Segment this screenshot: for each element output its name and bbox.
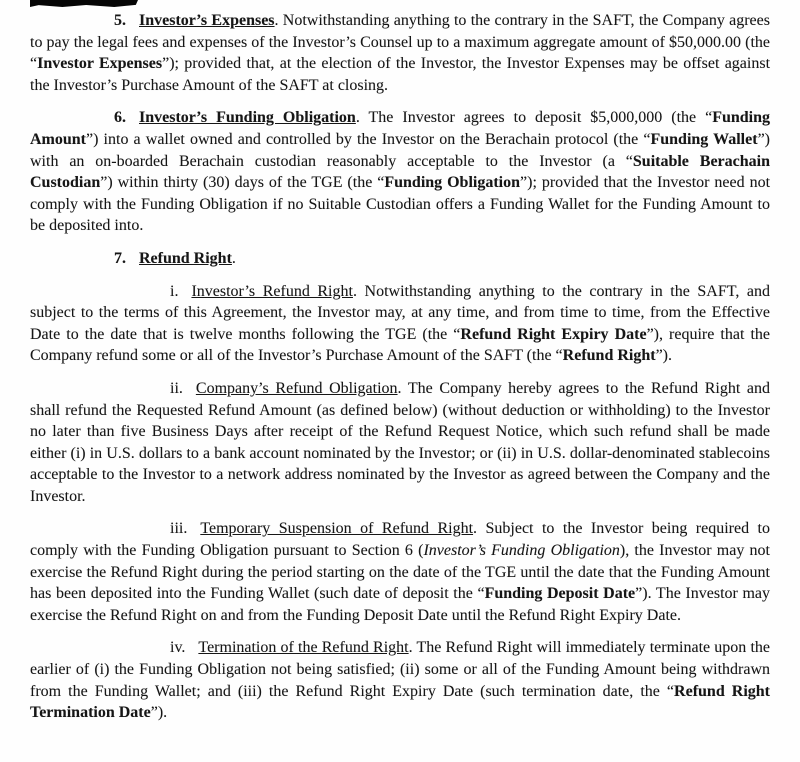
text-run: Suitable Berachain Custodian	[30, 152, 770, 192]
text-run: 6.	[114, 109, 126, 127]
text-run: . Notwithstanding anything to the contrary in the SAFT, the Company agrees to pay the legal fees and expenses of the Investor’s Counsel up to a maximum aggregate amount of $50,000.00 (the “	[30, 12, 770, 73]
text-run: 7.	[114, 249, 126, 267]
text-run: Termination of the Refund Right	[198, 639, 409, 657]
text-run: ”).	[655, 347, 672, 365]
document-body	[30, 10, 770, 724]
text-run: Investor’s Expenses	[139, 12, 275, 29]
text-run: Refund Right	[139, 249, 232, 267]
text-run: ii.	[170, 379, 183, 397]
text-run: ”).	[150, 704, 168, 722]
text-run: ”); provided that, at the election of the Investor, the Investor Expenses may be offset against the Investor’s Purchase Amount of the SAFT at closing.	[30, 55, 771, 94]
text-run: Investor’s Funding Obligation	[423, 542, 620, 560]
text-run: ”) into a wallet owned and controlled by the Investor on the Berachain protocol (the “	[86, 130, 651, 148]
text-run: i.	[170, 282, 179, 300]
text-run: 5.	[114, 12, 126, 29]
text-run: Refund Right Expiry Date	[460, 325, 647, 343]
text-run: Refund Right Termination Date	[30, 682, 771, 722]
section-5-investors-expenses	[30, 10, 770, 96]
section-7-i-investors-refund-right	[30, 281, 770, 367]
text-run: Investor’s Refund Right	[191, 282, 353, 300]
text-run: ), the Investor may not exercise the Refund Right during the period starting on the date of the TGE until the date that the Funding Amount has been deposited into the Funding Wallet (such date of deposit the “	[30, 542, 770, 603]
section-7-ii-companys-refund-obligation	[30, 378, 770, 508]
text-run: . The Company hereby agrees to the Refund Right and shall refund the Requested Refund Amount (as defined below) (without deduction or withholding) to the Investor no later than five Business Days after receipt of the Refund Request Notice, which such refund shall be made either (i) in U.S. dollars to a bank account nominated by the Investor; or (ii) in U.S. dollar-denominated stablecoins acceptable to the Investor to a network address nominated by the Investor as agreed between the Company and the Investor.	[30, 379, 770, 505]
section-6-investors-funding-obligation	[30, 107, 770, 237]
text-run: ”) with an on-boarded Berachain custodian reasonably acceptable to the Investor (a “	[30, 130, 770, 170]
text-run: Funding Wallet	[650, 130, 758, 148]
page-crop-artifact	[30, 0, 138, 7]
text-run: iv.	[170, 639, 186, 657]
text-run: . The Investor agrees to deposit $5,000,000 (the “	[355, 109, 713, 127]
text-run: Funding Obligation	[384, 174, 521, 192]
text-run: .	[231, 249, 236, 267]
text-run: . The Refund Right will immediately terminate upon the earlier of (i) the Funding Obligation not being satisfied; (ii) some or all of the Funding Amount being withdrawn from the Funding Wallet; and (iii) the Refund Right Expiry Date (such termination date, the “	[30, 639, 771, 700]
text-run: Funding Deposit Date	[484, 585, 636, 603]
text-run: iii.	[170, 520, 188, 538]
section-7-iii-temporary-suspension-of-refund-right	[30, 518, 770, 626]
text-run: Funding Amount	[30, 109, 771, 148]
section-7-iv-termination-of-the-refund-right	[30, 637, 770, 723]
text-run: Investor Expenses	[37, 55, 163, 73]
text-run: ”) within thirty (30) days of the TGE (the “	[100, 174, 385, 192]
text-run: Temporary Suspension of Refund Right	[200, 520, 474, 538]
text-run: . Notwithstanding anything to the contrary in the SAFT, and subject to the terms of this Agreement, the Investor may, at any time, and from time to time, from the Effective Date to the date that is twelve months following the TGE (the “	[30, 282, 771, 343]
text-run: Investor’s Funding Obligation	[139, 109, 356, 127]
text-run: ”), require that the Company refund some or all of the Investor’s Purchase Amount of the SAFT (the “	[30, 325, 770, 365]
text-run: ”); provided that the Investor need not comply with the Funding Obligation if no Suitable Custodian offers a Funding Wallet for the Funding Amount to be deposited into.	[30, 174, 771, 235]
text-run: ”). The Investor may exercise the Refund Right on and from the Funding Deposit Date until the Refund Right Expiry Date.	[30, 585, 771, 624]
text-run: Company’s Refund Obligation	[195, 379, 398, 397]
section-7-refund-right	[30, 248, 770, 270]
text-run: Refund Right	[562, 347, 656, 365]
text-run: . Subject to the Investor being required to comply with the Funding Obligation pursuant to Section 6 (	[30, 520, 770, 560]
